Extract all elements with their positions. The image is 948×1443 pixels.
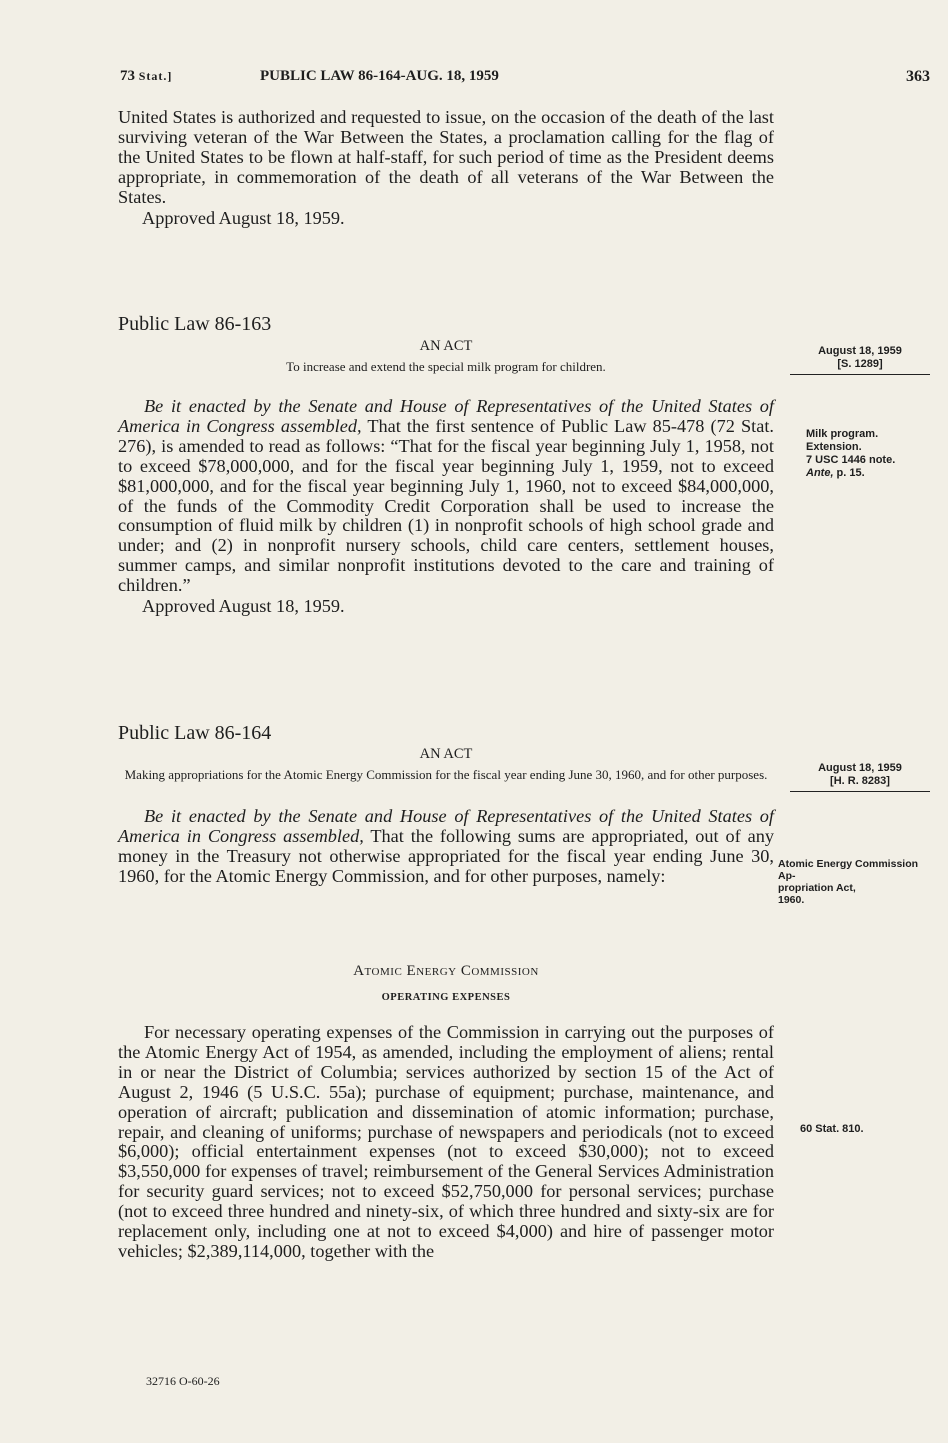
aec-section [118, 963, 774, 1262]
page-number: 363 [906, 68, 930, 85]
margin-date-box [790, 345, 930, 375]
law-title: Public Law 86-163 [118, 313, 272, 335]
intro-section [118, 108, 774, 228]
margin-note: 60 Stat. 810. [800, 1123, 864, 1135]
printer-footer: 32716 O-60-26 [146, 1374, 220, 1388]
enacting-body: That the first sentence of Public Law 85-478 (72 Stat. 276), is amended to read as follows: “That for the fiscal year beginning July 1, 1958, not to exceed $78,000,000, and for the fiscal year beginning July 1, 1959, not to exceed $81,000,000, and for the fiscal year beginning July 1, 1960, not to exceed $84,000,000, of the funds of the Commodity Credit Corporation shall be used to increase the consumption of fluid milk by children (1) in nonprofit schools of high school grade and under; and (2) in nonprofit nursery schools, child care centers, settlement houses, summer camps, and similar nonprofit institutions devoted to the care and training of children.” [118, 415, 774, 596]
margin-notes [806, 428, 946, 480]
enacting-paragraph [118, 807, 774, 887]
law-title: Public Law 86-164 [118, 722, 272, 744]
margin-note: Extension. [806, 441, 862, 453]
section-heading: Atomic Energy Commission [353, 963, 539, 979]
margin-rule [790, 374, 930, 375]
act-label: AN ACT [419, 338, 473, 354]
enacting-clause: Be it enacted by the Senate and House of Representatives of the United States of America in Congress assembled, [118, 396, 774, 436]
public-law-86-164 [118, 722, 774, 887]
enacting-paragraph [118, 397, 774, 596]
running-head-title: PUBLIC LAW 86-164-AUG. 18, 1959 [260, 68, 499, 84]
margin-bill-number: [H. R. 8283] [830, 775, 890, 787]
intro-paragraph: United States is authorized and requested to issue, on the occasion of the death of the last surviving veteran of the War Between the States, a proclamation calling for the flag of the United States to be flown at half-staff, for such period of time as the President deems appropriate, in commemoration of the death of all veterans of the War Between the States. [118, 107, 774, 207]
margin-note: Milk program. [806, 428, 879, 440]
act-title: Making appropriations for the Atomic Energy Commission for the fiscal year ending June 30, 1960, and for other purposes. [124, 767, 768, 782]
public-law-86-163 [118, 313, 774, 616]
margin-bill-number: [S. 1289] [837, 358, 883, 370]
margin-notes [778, 858, 928, 906]
margin-date-box [790, 762, 930, 792]
margin-rule [790, 791, 930, 792]
margin-note: 7 USC 1446 note. [806, 454, 896, 466]
act-label: AN ACT [419, 746, 473, 762]
approval-line: Approved August 18, 1959. [142, 596, 345, 617]
margin-note: Atomic Energy Commission Ap- [778, 858, 919, 882]
margin-date: August 18, 1959 [818, 345, 902, 357]
enacting-clause: Be it enacted by the Senate and House of Representatives of the United States of America in Congress assembled, [118, 806, 774, 846]
margin-note: Ante, p. 15. [806, 467, 865, 479]
enacting-body: That the following sums are appropriated, out of any money in the Treasury not otherwise appropriated for the fiscal year ending June 30, 1960, for the Atomic Energy Commission, and for other purposes, namely: [118, 825, 774, 886]
margin-note: 1960. [778, 894, 805, 906]
volume-citation: 73 Stat.] [120, 68, 173, 84]
running-head [120, 68, 930, 90]
margin-note: propriation Act, [778, 882, 856, 894]
section-subheading: OPERATING EXPENSES [381, 992, 511, 1003]
operating-expenses-paragraph: For necessary operating expenses of the Commission in carrying out the purposes of the Atomic Energy Act of 1954, as amended, including the employment of aliens; rental in or near the District of Columbia; services authorized by section 15 of the Act of August 2, 1946 (5 U.S.C. 55a); purchase of equipment; purchase, maintenance, and operation of aircraft; publication and dissemination of atomic information; purchase, repair, and cleaning of uniforms; purchase of newspapers and periodicals (not to exceed $6,000); official entertainment expenses (not to exceed $30,000); not to exceed $3,550,000 for expenses of travel; reimbursement of the General Services Administration for security guard services; not to exceed $52,750,000 for personal services; purchase (not to exceed three hundred and ninety-six, of which three hundred and sixty-six are for replacement only, including one at not to exceed $4,000) and hire of passenger motor vehicles; $2,389,114,000, together with the [118, 1022, 774, 1261]
margin-date: August 18, 1959 [818, 762, 902, 774]
act-title: To increase and extend the special milk program for children. [286, 359, 606, 374]
approval-line: Approved August 18, 1959. [142, 207, 345, 228]
